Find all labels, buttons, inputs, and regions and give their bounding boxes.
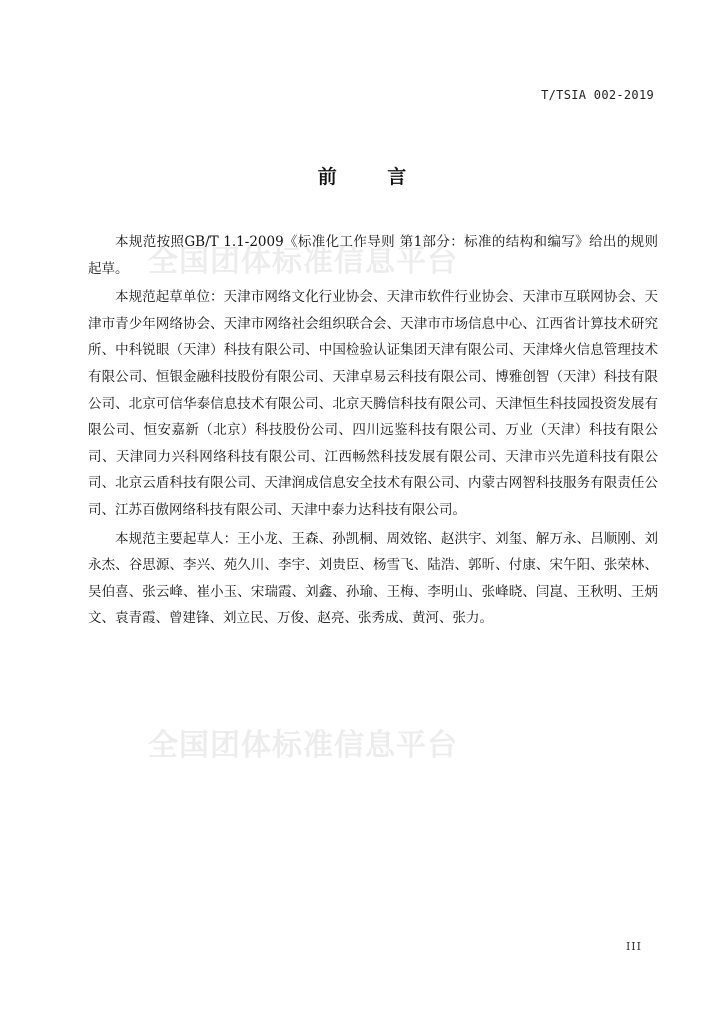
page-title: 前 言 bbox=[317, 166, 429, 188]
watermark-bottom: 全国团体标准信息平台 bbox=[148, 728, 458, 763]
paragraph-drafting-rules: 本规范按照GB/T 1.1-2009《标准化工作导则 第1部分：标准的结构和编写》给出的规则起草。 bbox=[88, 234, 658, 277]
paragraph-drafting-units: 本规范起草单位：天津市网络文化行业协会、天津市软件行业协会、天津市互联网协会、天津市青少年网络协会、天津市网络社会组织联合会、天津市市场信息中心、江西省计算技术研究所、中科锐眼（天津）科技有限公司、中国检验认证集团天津有限公司、天津烽火信息管理技术有限公司、恒银金融科技股份有限公司、天津卓易云科技有限公司、博雅创智（天津）科技有限公司、北京可信华泰信息技术有限公司、北京天腾信科技有限公司、天津恒生科技园投资发展有限公司、恒安嘉新（北京）科技股份公司、四川远鉴科技有限公司、万业（天津）科技有限公司、天津同力兴科网络科技有限公司、江西畅然科技发展有限公司、天津市兴先道科技有限公司、北京云盾科技有限公司、天津润成信息安全技术有限公司、内蒙古网智科技服务有限责任公司、江苏百傲网络科技有限公司、天津中泰力达科技有限公司。 bbox=[88, 289, 658, 518]
watermark-top: 全国团体标准信息平台 bbox=[148, 244, 458, 279]
paragraph-main-drafters: 本规范主要起草人：王小龙、王森、孙凯桐、周效铭、赵洪宇、刘玺、解万永、吕顺刚、刘永杰、谷思源、李兴、苑久川、李宇、刘贵臣、杨雪飞、陆浩、郭昕、付康、宋午阳、张荣林、吴伯喜、张云峰、崔小玉、宋瑞霞、刘鑫、孙瑜、王梅、李明山、张峰晓、闫崑、王秋明、王炳文、袁青霞、曾建锋、刘立民、万俊、赵亮、张秀成、黄河、张力。 bbox=[88, 530, 658, 627]
page-number: III bbox=[625, 940, 642, 953]
standard-code: T/TSIA 002-2019 bbox=[541, 88, 654, 102]
foreword-body bbox=[88, 229, 658, 634]
